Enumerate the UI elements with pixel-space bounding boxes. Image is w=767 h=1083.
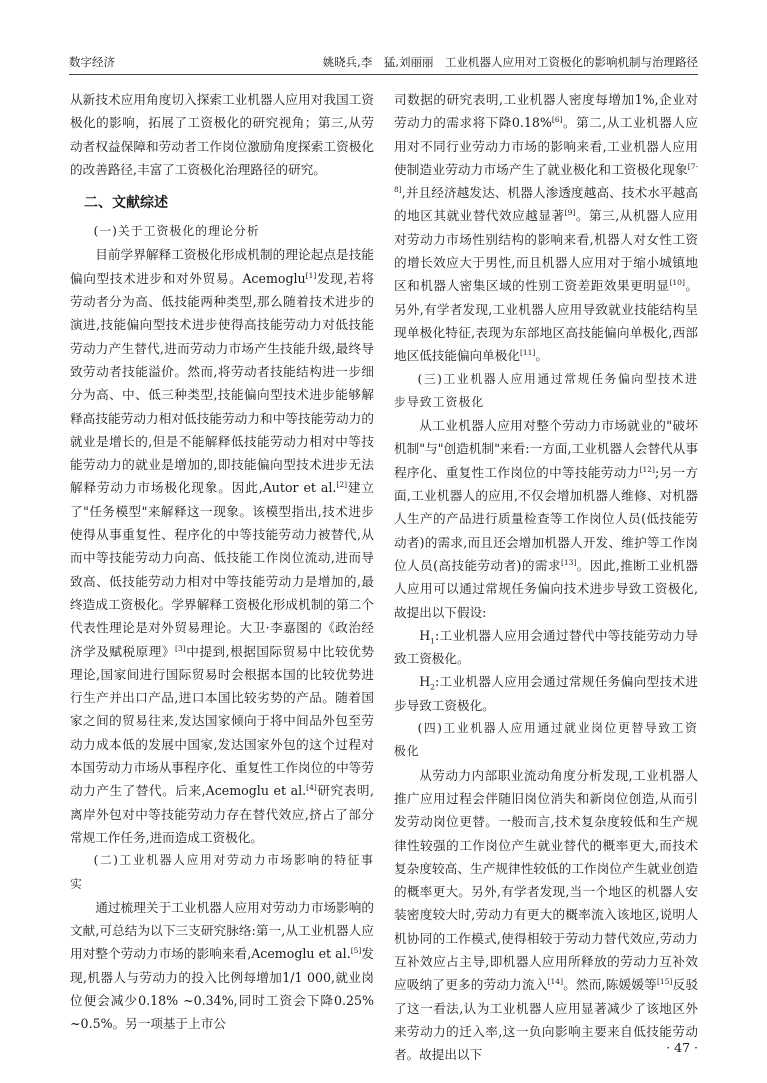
paragraph-routine-task: 从工业机器人应用对整个劳动力市场就业的"破坏机制"与"创造机制"来看:一方面,工业机器人会替代从事程序化、重复性工作岗位的中等技能劳动力[12];另一方面,工业机器人的应用,不仅会增加机器人维修、对机器人生产的产品进行质量检查等工作岗位人员(低技能劳动者)的需求,而且还会增加机器人开发、维护等工作岗位人员(高技能劳动者)的需求[13]。因此,推断工业机器人应用可以通过常规任务偏向技术进步导致工资极化,故提出以下假设: [394, 418, 699, 620]
left-column [70, 88, 374, 1036]
citation: [3] [175, 643, 186, 653]
citation: [10] [669, 278, 685, 288]
header-rule [69, 74, 698, 75]
paragraph-theory: 目前学界解释工资极化形成机制的理论起点是技能偏向型技术进步和对外贸易。Acemoglu[1]发现,若将劳动者分为高、低技能两种类型,那么随着技术进步的演进,技能偏向型技术进步使得高技能劳动力对低技能劳动力产生替代,进而劳动力市场产生技能升级,最终导致劳动者技能溢价。然而,将劳动者技能结构进一步细分为高、中、低三种类型,技能偏向型技术进步能够解释高技能劳动力相对低技能劳动力和中等技能劳动力的就业是增长的,但是不能解释低技能劳动力相对中等技能劳动力的就业是增加的,即技能偏向型技术进步无法解释劳动力市场极化现象。因此,Autor et al.[2]建立了"任务模型"来解释这一现象。该模型指出,技术进步使得从事重复性、程序化的中等技能劳动力被替代,从而中等技能劳动力向高、低技能工作岗位流动,进而导致高、低技能劳动力相对中等技能劳动力是增加的,最终造成工资极化。学界解释工资极化形成机制的第二个代表性理论是对外贸易理论。大卫·李嘉图的《政治经济学及赋税原理》[3]中提到,根据国际贸易中比较优势理论,国家间进行国际贸易时会根据本国的比较优势进行生产并出口产品,进口本国比较劣势的产品。随着国家之间的贸易往来,发达国家倾向于将中间品外包至劳动力成本低的发展中国家,发达国家外包的这个过程对本国劳动力市场从事程序化、重复性工作岗位的中等劳动力产生了替代。后来,Acemoglu et al.[4]研究表明,离岸外包对中等技能劳动力存在替代效应,挤占了部分常规工作任务,进而造成工资极化。 [70, 247, 375, 845]
citation: [5] [350, 946, 362, 956]
hypothesis-1: $H_1$:工业机器人应用会通过替代中等技能劳动力导致工资极化。 [394, 627, 698, 667]
citation: [14] [547, 977, 563, 987]
running-header [69, 50, 698, 72]
right-column [394, 88, 698, 1066]
citation: [13] [560, 557, 577, 567]
citation: [7-8] [394, 161, 698, 194]
subsection-heading-2: (二)工业机器人应用对劳动力市场影响的特征事实 [70, 853, 374, 891]
citation: [11] [519, 348, 536, 358]
citation: [2] [336, 480, 348, 490]
article-running-title: 姚晓兵,李 猛,刘丽丽 工业机器人应用对工资极化的影响机制与治理路径 [322, 55, 698, 69]
hypothesis-2: $H_2$:工业机器人应用会通过常规任务偏向型技术进步导致工资极化。 [394, 674, 698, 713]
citation: [4] [306, 783, 317, 793]
subsection-heading-3: (三)工业机器人应用通过常规任务偏向型技术进步导致工资极化 [394, 371, 698, 409]
citation: [15] [657, 977, 673, 987]
section-heading: 二、文献综述 [84, 195, 168, 212]
citation: [1] [305, 270, 317, 280]
paragraph-robot-facts: 通过梳理关于工业机器人应用对劳动力市场影响的文献,可总结为以下三支研究脉络:第一,从工业机器人应用对整个劳动力市场的影响来看,Acemoglu et al.[5]发现,机器人与劳动力的投入比例每增加1/1 000,就业岗位便会减少0.18% ~0.34%,同时工资会下降0.25% ~0.5%。另一项基于上市公 [70, 899, 375, 1032]
paragraph-continued: 司数据的研究表明,工业机器人密度每增加1%,企业对劳动力的需求将下降0.18%[6]。第二,从工业机器人应用对不同行业劳动力市场的影响来看,工业机器人应用使制造业劳动力市场产生了就业极化和工资极化现象[7-8],并且经济越发达、机器人渗透度越高、技术水平越高的地区其就业替代效应越显著[9]。第三,从机器人应用对劳动力市场性别结构的影响来看,机器人对女性工资的增长效应大于男性,而且机器人应用对于缩小城镇地区和机器人密集区域的性别工资差距效果更明显[10]。另外,有学者发现,工业机器人应用导致就业技能结构呈现单极化特征,表现为东部地区高技能偏向单极化,西部地区低技能偏向单极化[11]。 [394, 92, 699, 364]
journal-name: 数字经济 [69, 55, 115, 69]
citation: [12] [639, 464, 655, 474]
citation: [9] [564, 208, 576, 218]
subsection-heading-4: (四)工业机器人应用通过就业岗位更替导致工资极化 [394, 721, 698, 759]
paragraph-job-turnover: 从劳动力内部职业流动角度分析发现,工业机器人推广应用过程会伴随旧岗位消失和新岗位创造,从而引发劳动岗位更替。一般而言,技术复杂度较低和生产规律性较强的工作岗位产生就业替代的概率更大,而技术复杂度较高、生产规律性较低的工作岗位产生就业创造的概率更大。另外,有学者发现,当一个地区的机器人安装密度较大时,劳动力有更大的概率流入该地区,说明人机协同的工作模式,使得相较于劳动力替代效应,劳动力互补效应占主导,即机器人应用所释放的劳动力互补效应吸纳了更多的劳动力流入[14]。然而,陈媛媛等[15]反驳了这一看法,认为工业机器人应用显著减少了该地区外来劳动力的迁入率,这一负向影响主要来自低技能劳动者。故提出以下 [394, 767, 699, 1063]
intro-paragraph-end: 从新技术应用角度切入探索工业机器人应用对我国工资极化的影响，拓展了工资极化的研究视角；第三,从劳动者权益保障和劳动者工作岗位激励角度探索工资极化的改善路径,丰富了工资极化治理路径的研究。 [70, 92, 374, 177]
subsection-heading-1: (一)关于工资极化的理论分析 [93, 224, 260, 239]
page-number: · 47 · [666, 1040, 698, 1055]
citation: [6] [551, 115, 563, 125]
